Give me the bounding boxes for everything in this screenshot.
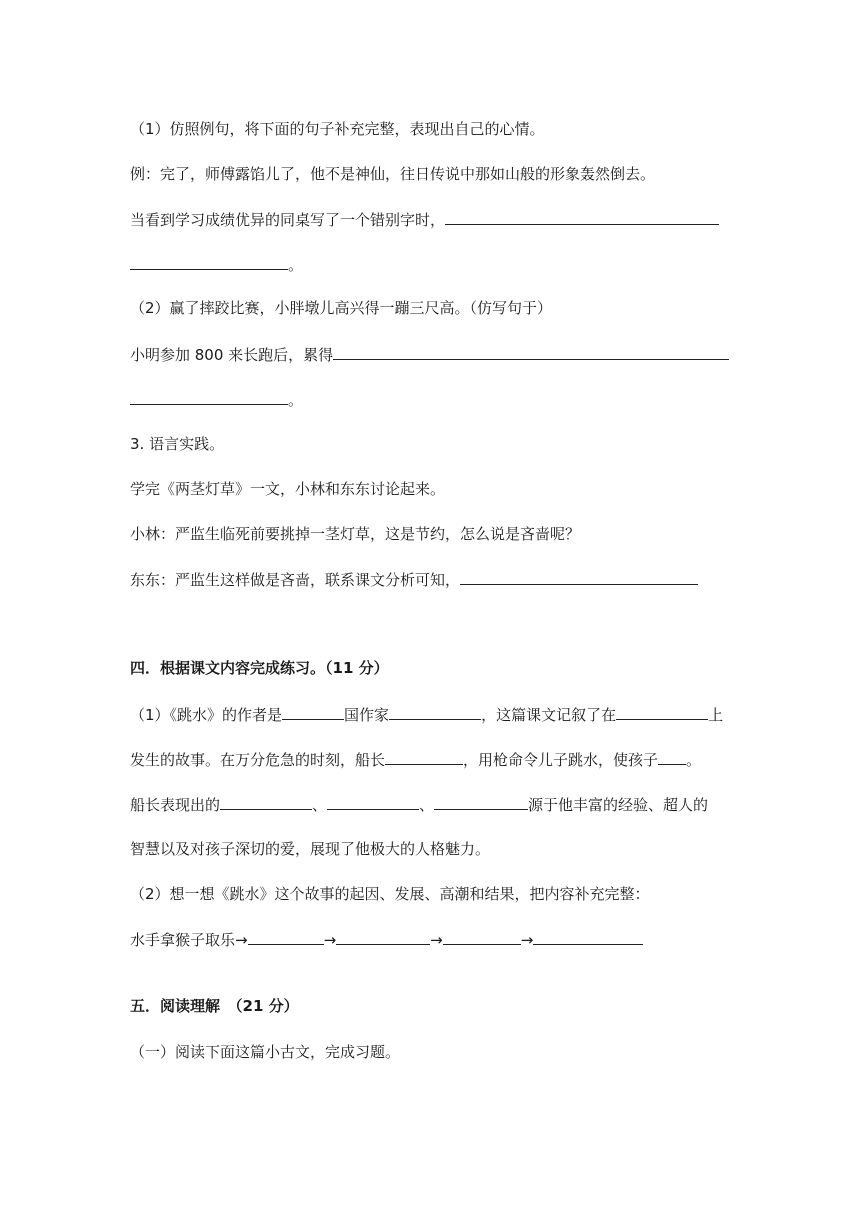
question-1-prompt: 当看到学习成绩优异的同桌写了一个错别字时，	[130, 209, 719, 230]
answer-blank[interactable]	[443, 929, 521, 945]
section-4-line-2: 发生的故事。在万分危急的时刻，船长 ，用枪命令儿子跳水，使孩子 。	[130, 751, 702, 769]
answer-blank[interactable]	[533, 929, 643, 945]
section-4-line-4: 智慧以及对孩子深切的爱，展现了他极大的人格魅力。	[130, 840, 491, 858]
section-4-line-1: （1）《跳水》的作者是 国作家 ，这篇课文记叙了在 上	[130, 706, 724, 724]
section-3-intro: 学完《两茎灯草》一文，小林和东东讨论起来。	[130, 480, 446, 498]
section-5-heading: 五．阅读理解 （21 分）	[130, 997, 299, 1015]
section-4-line-3: 船长表现出的 、 、 源于他丰富的经验、超人的	[130, 796, 709, 814]
question-2-continuation: 。	[130, 389, 303, 410]
question-1-continuation: 。	[130, 254, 303, 275]
answer-blank[interactable]	[616, 704, 708, 720]
answer-blank[interactable]	[248, 929, 324, 945]
answer-blank[interactable]	[434, 794, 528, 810]
section-3-xiaolin: 小林：严监生临死前要挑掉一茎灯草，这是节约，怎么说是吝啬呢？	[130, 525, 581, 543]
question-1-example: 例：完了，师傅露馅儿了，他不是神仙，往日传说中那如山般的形象轰然倒去。	[130, 165, 656, 183]
answer-blank[interactable]	[333, 344, 729, 360]
answer-blank[interactable]	[130, 389, 288, 405]
section-4-question-2: （2）想一想《跳水》这个故事的起因、发展、高潮和结果，把内容补充完整：	[130, 885, 650, 903]
answer-blank[interactable]	[385, 749, 463, 765]
question-2-title: （2）赢了摔跤比赛，小胖墩儿高兴得一蹦三尺高。（仿写句于）	[130, 299, 553, 317]
answer-blank[interactable]	[220, 794, 312, 810]
answer-blank[interactable]	[389, 704, 481, 720]
answer-blank[interactable]	[460, 569, 698, 585]
answer-blank[interactable]	[327, 794, 419, 810]
answer-blank[interactable]	[336, 929, 430, 945]
section-4-heading: 四．根据课文内容完成练习。（11 分）	[130, 659, 389, 677]
question-1-title: （1）仿照例句，将下面的句子补充完整，表现出自己的心情。	[130, 120, 545, 138]
answer-blank[interactable]	[282, 704, 344, 720]
section-3-dongdong: 东东：严监生这样做是吝啬，联系课文分析可知，	[130, 569, 698, 590]
answer-blank[interactable]	[658, 749, 686, 765]
answer-blank[interactable]	[445, 209, 719, 225]
section-5-subheading: （一）阅读下面这篇小古文，完成习题。	[130, 1043, 401, 1061]
section-3-title: 3. 语言实践。	[130, 435, 225, 453]
answer-blank[interactable]	[130, 254, 288, 270]
question-2-prompt: 小明参加 800 来长跑后，累得	[130, 344, 729, 365]
section-4-story-chain: 水手拿猴子取乐→ → → →	[130, 929, 643, 950]
